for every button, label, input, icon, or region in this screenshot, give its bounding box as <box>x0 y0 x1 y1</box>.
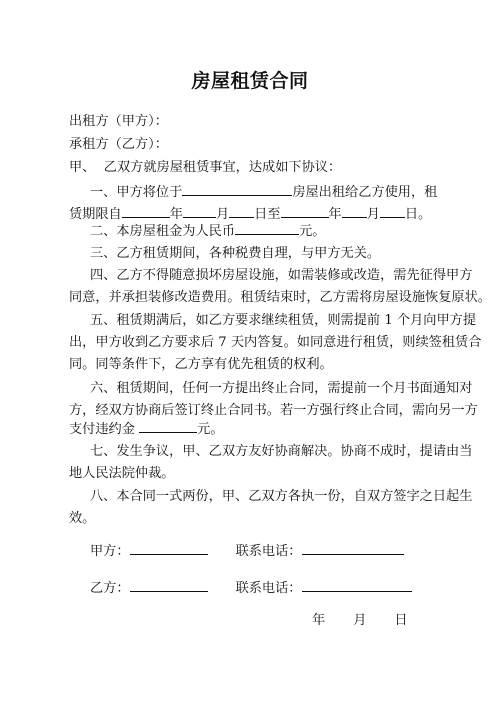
start-year-blank[interactable] <box>122 204 170 218</box>
party-a-signature-row <box>90 541 404 561</box>
clause-4-line-1: 四、乙方不得随意损坏房屋设施，如需装修或改造，需先征得甲方 <box>90 268 473 283</box>
document-title: 房屋租赁合同 <box>191 70 309 92</box>
clause-5-line-2: 出，甲方收到乙方要求后 7 天内答复。如同意进行租赁，则续签租赁合 <box>69 335 482 350</box>
clause-6-line-3 <box>69 419 224 439</box>
rent-amount-blank[interactable] <box>235 221 299 235</box>
party-b-phone-label: 联系电话： <box>235 581 302 596</box>
lessee-label: 承租方（乙方）： <box>69 137 168 152</box>
clause-1-line-1 <box>90 182 437 202</box>
signing-date <box>312 612 408 630</box>
clause-2 <box>90 221 325 241</box>
clause-8-line-2: 效。 <box>69 511 96 526</box>
start-day-blank[interactable] <box>229 204 254 218</box>
party-a-phone-blank[interactable] <box>302 541 404 555</box>
party-b-signature-row <box>90 578 412 598</box>
date-year-label: 年 <box>312 613 326 628</box>
clause-6-line-2: 方，经双方协商后签订终止合同书。若一方强行终止合同，需向另一方 <box>69 403 478 418</box>
year-label: 年 <box>169 207 183 222</box>
penalty-amount-blank[interactable] <box>139 419 197 433</box>
clause-5-line-1: 五、租赁期满后，如乙方要求继续租赁，则需提前 1 个月向甲方提 <box>90 313 477 328</box>
month-label: 月 <box>366 207 380 222</box>
lessor-label: 出租方（甲方）： <box>69 114 168 129</box>
address-blank[interactable] <box>182 182 292 196</box>
year-label: 年 <box>328 207 342 222</box>
party-a-signature-blank[interactable] <box>130 541 208 555</box>
clause-1-text: 房屋出租给乙方使用，租 <box>292 185 438 200</box>
party-a-label: 甲方： <box>90 544 130 559</box>
end-year-blank[interactable] <box>281 204 329 218</box>
clause-6-text: 支付违约金 <box>69 422 135 437</box>
clause-1-text: 一、甲方将位于 <box>90 185 183 200</box>
date-day-label: 日 <box>394 613 408 628</box>
party-b-signature-blank[interactable] <box>130 578 208 592</box>
clause-1-text: 赁期限自 <box>69 207 122 222</box>
end-day-blank[interactable] <box>380 204 405 218</box>
start-month-blank[interactable] <box>183 204 216 218</box>
intro-text: 甲、 乙双方就房屋租赁事宜，达成如下协议： <box>69 160 342 175</box>
party-b-label: 乙方： <box>90 581 130 596</box>
clause-8-line-1: 八、本合同一式两份，甲、乙双方各执一份，自双方签字之日起生 <box>90 489 473 504</box>
clause-3: 三、乙方租赁期间，各种税费自理，与甲方无关。 <box>90 246 381 261</box>
month-label: 月 <box>215 207 230 222</box>
date-month-label: 月 <box>353 613 367 628</box>
clause-4-line-2: 同意，并承担装修改造费用。租赁结束时，乙方需将房屋设施恢复原状。 <box>69 290 491 305</box>
end-month-blank[interactable] <box>342 204 367 218</box>
yuan-label: 元。 <box>197 422 224 437</box>
day-to-label: 日至 <box>254 207 281 222</box>
clause-5-line-3: 同。同等条件下，乙方享有优先租赁的权利。 <box>69 357 333 372</box>
day-label: 日。 <box>404 207 432 222</box>
party-b-phone-blank[interactable] <box>302 578 412 592</box>
yuan-label: 元。 <box>299 224 326 239</box>
party-a-phone-label: 联系电话： <box>235 544 302 559</box>
clause-6-line-1: 六、租赁期间，任何一方提出终止合同，需提前一个月书面通知对 <box>90 381 473 396</box>
clause-7-line-2: 地人民法院仲裁。 <box>69 466 175 481</box>
clause-7-line-1: 七、发生争议，甲、乙双方友好协商解决。协商不成时，提请由当 <box>90 444 473 459</box>
clause-2-text: 二、本房屋租金为人民币 <box>90 224 236 239</box>
